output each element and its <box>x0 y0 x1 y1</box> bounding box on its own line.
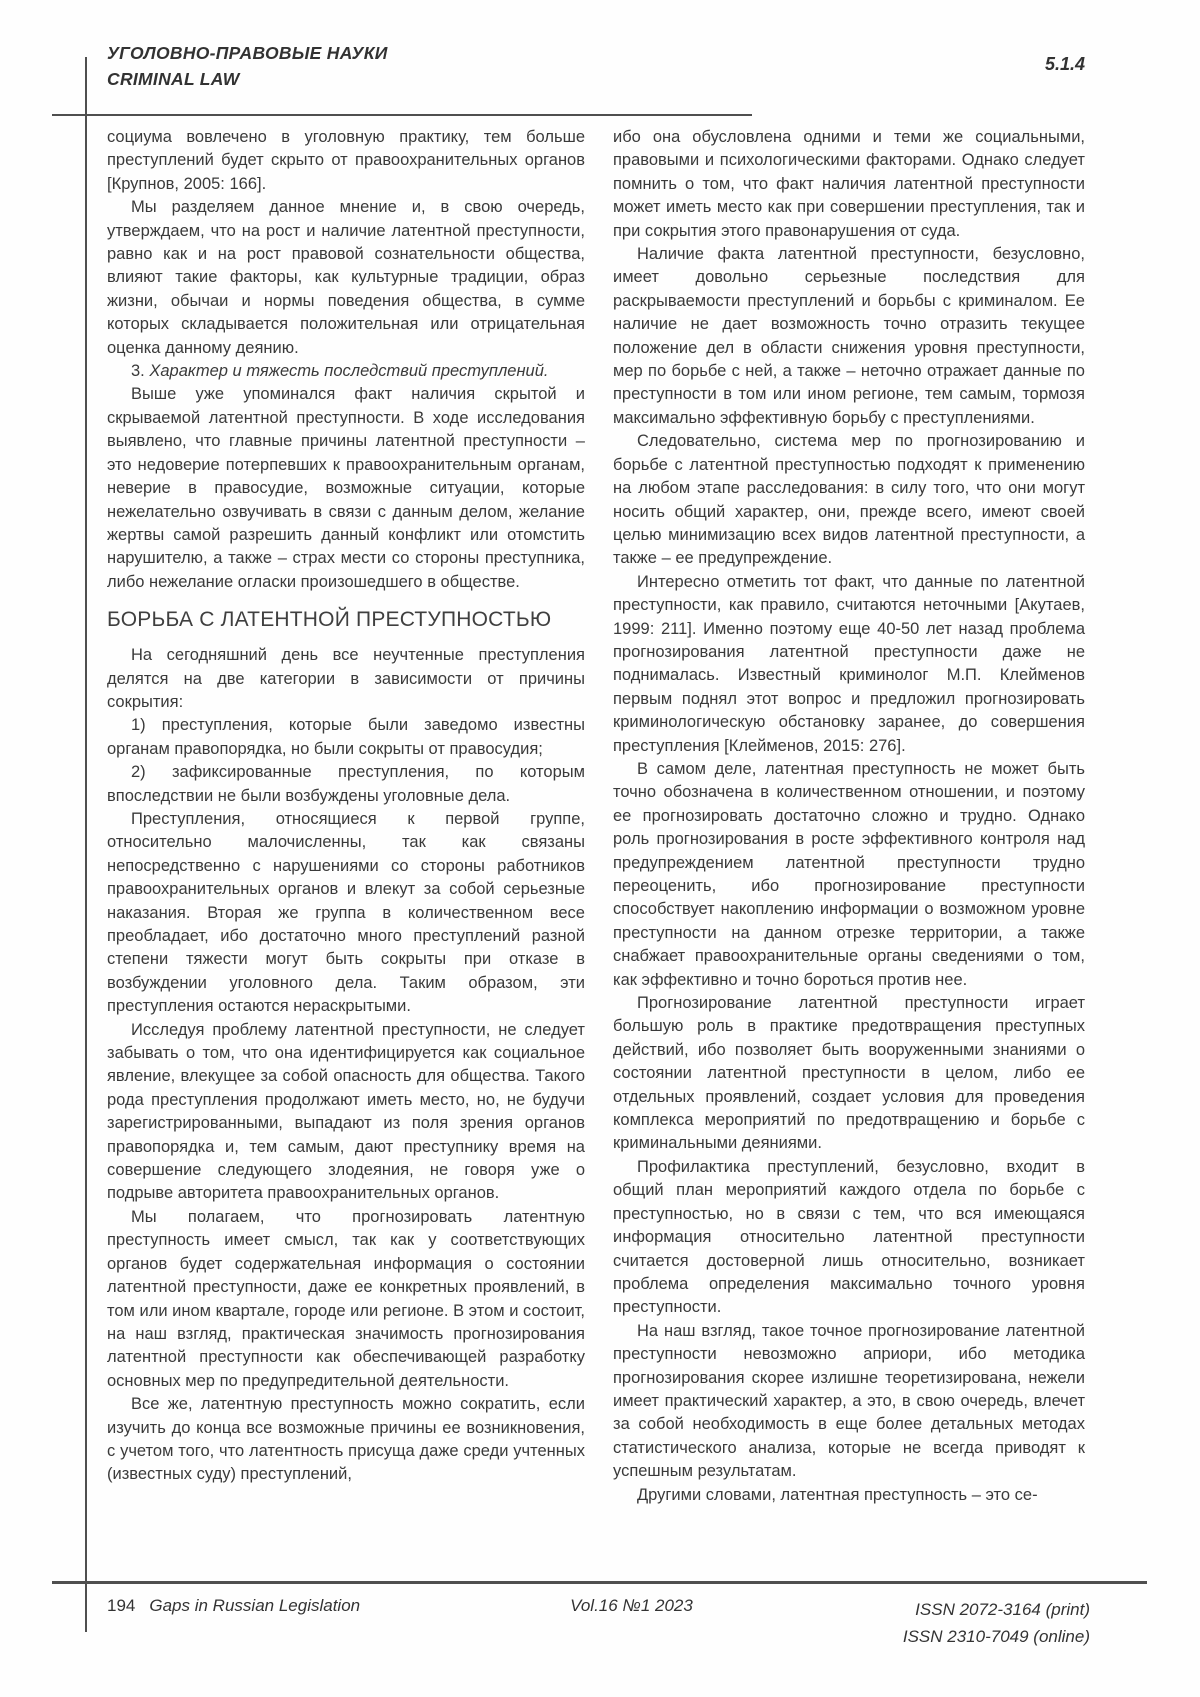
text-segment: Исследуя проблему латентной преступности, не следует забывать о том, что она идентифицируется как социальное явление, влекущее за собой опасность для общества. Такого рода преступления продолжают иметь место, но, не будучи зарегистрированными, выпадают из поля зрения органов правопорядка и, тем самым, дают преступнику время на совершение следующего злодеяния, не говоря уже о подрыве авторитета правоохранительных органов. <box>107 1020 585 1203</box>
volume-issue: Vol.16 №1 2023 <box>570 1596 693 1615</box>
paragraph <box>107 714 585 761</box>
text-segment: 2) зафиксированные преступления, по которым впоследствии не были возбуждены уголовные дела. <box>107 763 585 805</box>
paragraph <box>107 1019 585 1206</box>
issn-print: ISSN 2072-3164 (print) <box>915 1600 1090 1619</box>
paragraph <box>613 758 1085 992</box>
left-column <box>107 126 585 1507</box>
paragraph <box>107 808 585 1019</box>
text-segment: На сегодняшний день все неучтенные преступления делятся на две категории в зависимости от причины сокрытия: <box>107 646 585 711</box>
footer-left <box>107 1596 360 1616</box>
text-segment: социума вовлечено в уголовную практику, тем больше преступлений будет скрыто от правоохранительных органов [Крупнов, 2005: 166]. <box>107 128 585 193</box>
text-segment: Преступления, относящиеся к первой группе, относительно малочисленны, так как связаны непосредственно с нарушениями со стороны работников правоохранительных органов и влекут за собой серьезные наказания. Вторая же группа в количественном весе преобладает, ибо достаточно много преступлений разной степени тяжести могут быть сокрыты при отказе в возбуждении уголовного дела. Таким образом, эти преступления остаются нераскрытыми. <box>107 809 585 1016</box>
rubric-line-en: CRIMINAL LAW <box>107 69 240 89</box>
text-segment: Характер и тяжесть последствий преступлений. <box>149 362 549 381</box>
text-segment: Следовательно, система мер по прогнозированию и борьбе с латентной преступностью подходят к применению на любом этапе расследования: в силу того, что они могут носить общий характер, они, прежде всего, имеют своей целью минимизацию всех видов латентной преступности, а также – ее предупреждение. <box>613 432 1085 568</box>
section-code: 5.1.4 <box>1044 54 1085 74</box>
right-column <box>613 126 1085 1507</box>
text-segment: БОРЬБА С ЛАТЕНТНОЙ ПРЕСТУПНОСТЬЮ <box>107 608 552 632</box>
paragraph <box>107 126 585 196</box>
text-segment: Профилактика преступлений, безусловно, входит в общий план мероприятий каждого отдела по борьбе с преступностью, но в связи с тем, что вся имеющаяся информация относительно латентной преступности считается достоверной лишь относительно, возникает проблема определения максимально точного уровня преступности. <box>613 1157 1085 1317</box>
paragraph <box>613 430 1085 570</box>
text-segment: 1) преступления, которые были заведомо известны органам правопорядка, но были сокрыты от правосудия; <box>107 716 585 758</box>
footer-issn <box>903 1596 1090 1650</box>
page-footer <box>107 1596 1090 1650</box>
issn-online: ISSN 2310-7049 (online) <box>902 1627 1090 1646</box>
text-segment: Мы разделяем данное мнение и, в свою очередь, утверждаем, что на рост и наличие латентной преступности, равно как и на рост правовой сознательности общества, влияют такие факторы, как культурные традиции, образ жизни, обычаи и нормы поведения общества, в сумме которых складывается положительная или отрицательная оценка данному деянию. <box>107 198 585 357</box>
paragraph <box>107 360 585 383</box>
paragraph <box>613 126 1085 243</box>
text-segment: На наш взгляд, такое точное прогнозирование латентной преступности невозможно априори, ибо методика прогнозирования скорее излишне теоретизирована, нежели имеет практический характер, а это, в свою очередь, влечет за собой необходимость в еще более детальных методах статистического анализа, которые не всегда приводят к успешным результатам. <box>613 1321 1085 1481</box>
paragraph <box>613 992 1085 1156</box>
paragraph <box>613 1156 1085 1320</box>
paragraph <box>613 1320 1085 1484</box>
paragraph <box>107 1206 585 1393</box>
section-heading <box>107 607 585 633</box>
header-rule <box>52 114 752 116</box>
text-segment: Мы полагаем, что прогнозировать латентную преступность имеет смысл, так как у соответствующих органов будет содержательная информация о состоянии латентной преступности, даже ее конкретных проявлений, в том или ином квартале, городе или регионе. В этом и состоит, на наш взгляд, практическая значимость прогнозирования латентной преступности как обеспечивающей разработку основных мер по предупредительной деятельности. <box>107 1207 585 1390</box>
paragraph <box>107 383 585 594</box>
page-header <box>107 40 1085 92</box>
text-segment: Все же, латентную преступность можно сократить, если изучить до конца все возможные причины ее возникновения, с учетом того, что латентность присуща даже среди учтенных (известных суду) преступлений, <box>107 1395 585 1484</box>
paragraph <box>107 761 585 808</box>
text-segment: ибо она обусловлена одними и теми же социальными, правовыми и психологическими факторами. Однако следует помнить о том, что факт наличия латентной преступности может иметь место как при совершении преступления, так и при сокрытия этого правонарушения от суда. <box>613 128 1085 240</box>
rubric-line-ru: УГОЛОВНО-ПРАВОВЫЕ НАУКИ <box>107 43 388 63</box>
text-segment: Интересно отметить тот факт, что данные по латентной преступности, как правило, считаются неточными [Акутаев, 1999: 211]. Именно поэтому еще 40-50 лет назад проблема прогнозирования латентной преступности даже не поднималась. Известный криминолог М.П. Клейменов первым поднял этот вопрос и предложил прогнозировать криминологическую обстановку заранее, до совершения преступления [Клейменов, 2015: 276]. <box>613 572 1085 755</box>
text-segment: Другими словами, латентная преступность – это се- <box>637 1485 1038 1504</box>
paragraph <box>107 1393 585 1487</box>
paragraph <box>107 196 585 360</box>
page-number: 194 <box>107 1596 136 1615</box>
text-segment: Прогнозирование латентной преступности играет большую роль в практике предотвращения преступных действий, ибо позволяет быть вооруженными знаниями о состоянии латентной преступности в целом, либо ее отдельных проявлений, создает условия для проведения комплекса мероприятий по предотвращению и борьбе с криминальными деяниями. <box>613 994 1085 1153</box>
paragraph <box>613 1484 1085 1507</box>
left-margin-rule <box>85 57 87 1632</box>
text-segment: 3. <box>131 362 150 381</box>
article-body <box>107 126 1085 1507</box>
paragraph <box>107 644 585 714</box>
text-segment: Наличие факта латентной преступности, безусловно, имеет довольно серьезные последствия для раскрываемости преступлений и борьбы с криминалом. Ее наличие не дает возможность точно отразить текущее положение дел в области снижения уровня преступности, мер по борьбе с ней, а также – неточно отражает данные по преступности в том или ином регионе, тем самым, тормозя максимально эффективную борьбу с преступлениями. <box>613 245 1085 427</box>
footer-rule <box>52 1581 1147 1584</box>
paragraph <box>613 571 1085 758</box>
text-segment: Выше уже упоминался факт наличия скрытой и скрываемой латентной преступности. В ходе исследования выявлено, что главные причины латентной преступности – это недоверие потерпевших к правоохранительным органам, неверие в правосудие, возможные ситуации, которые нежелательно озвучивать в связи с данным делом, желание жертвы самой разрешить данный конфликт или отомстить нарушителю, а также – страх мести со стороны преступника, либо нежелание огласки произошедшего в обществе. <box>107 385 585 591</box>
journal-title: Gaps in Russian Legislation <box>149 1596 361 1615</box>
paragraph <box>613 243 1085 430</box>
text-segment: В самом деле, латентная преступность не может быть точно обозначена в количественном отношении, и поэтому ее прогнозировать достаточно сложно и трудно. Однако роль прогнозирования в росте эффективного контроля над предупреждением латентной преступности трудно переоценить, ибо прогнозирование преступности способствует накоплению информации о возможном уровне преступности на данном отрезке территории, а также снабжает правоохранительные органы сведениями о том, как эффективно и точно бороться против нее. <box>613 759 1085 989</box>
